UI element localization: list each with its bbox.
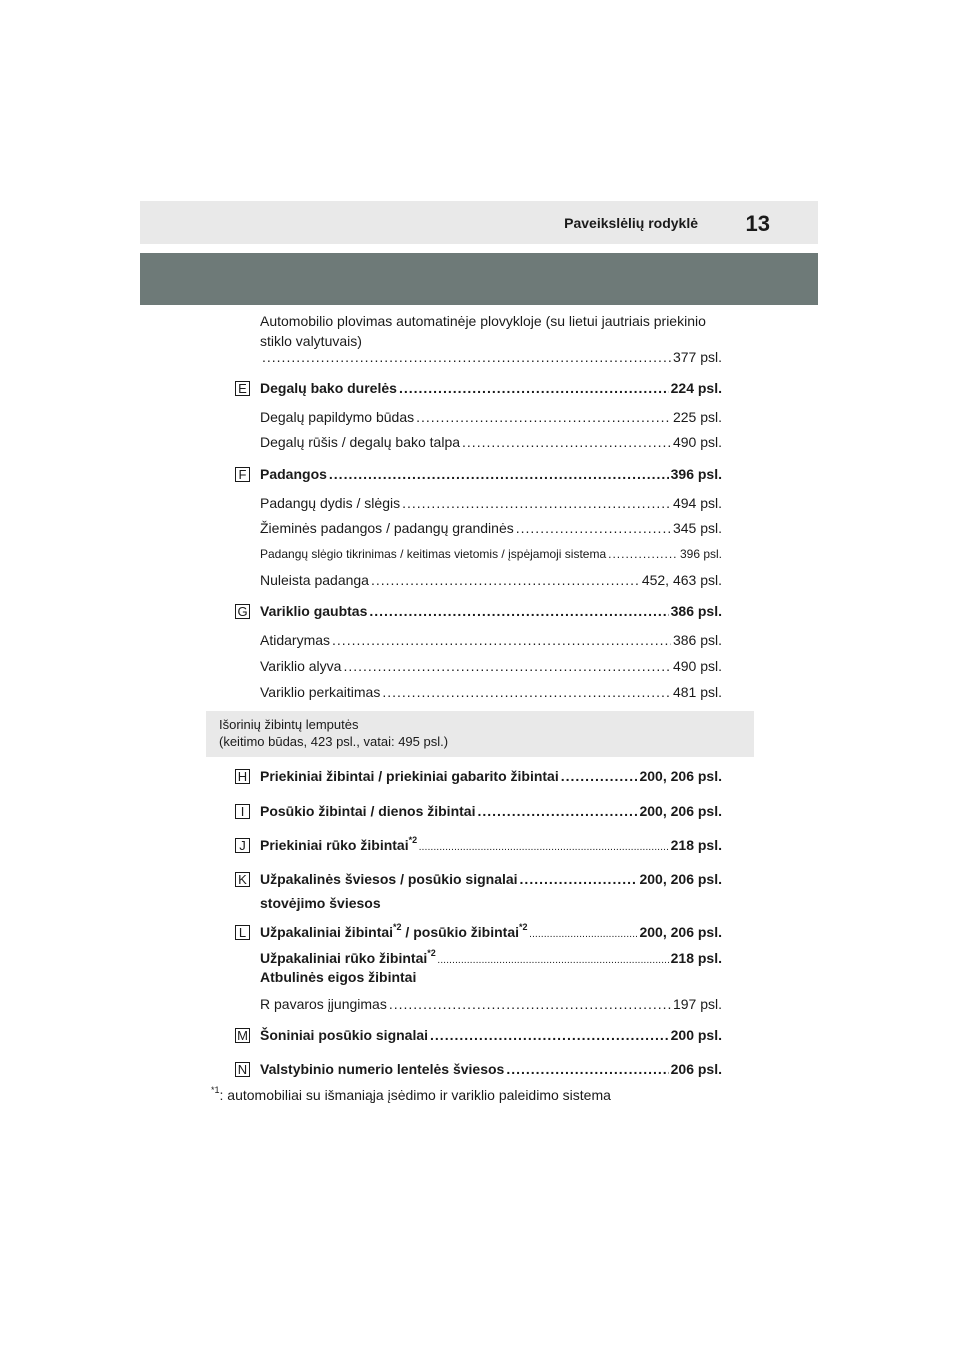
page-ref: 481 psl. bbox=[672, 684, 722, 700]
page-ref: 200, 206 psl. bbox=[639, 924, 722, 940]
leader-dots bbox=[520, 871, 638, 888]
entry-headlights[interactable] bbox=[260, 768, 722, 785]
entry-label: Degalų rūšis / degalų bako talpa bbox=[260, 434, 461, 450]
page-ref: 197 psl. bbox=[672, 996, 722, 1012]
leader-dots bbox=[608, 546, 678, 563]
entry-flat-tire[interactable] bbox=[260, 572, 722, 589]
page-ref: 396 psl. bbox=[679, 547, 722, 561]
leader-dots bbox=[402, 495, 671, 512]
entry-label: Variklio gaubtas bbox=[260, 603, 368, 619]
entry-label bbox=[260, 924, 528, 941]
entry-plate-lights[interactable] bbox=[260, 1061, 722, 1078]
leader-dots bbox=[399, 380, 669, 397]
entry-label: Variklio alyva bbox=[260, 658, 342, 674]
letter-marker-m: M bbox=[235, 1028, 250, 1043]
leader-dots bbox=[462, 434, 671, 451]
entry-tire-size[interactable] bbox=[260, 495, 722, 512]
info-line2: (keitimo būdas, 423 psl., vatai: 495 psl.) bbox=[219, 734, 449, 749]
letter-marker-j: J bbox=[235, 838, 250, 853]
footnote-text: : automobiliai su išmaniąja įsėdimo ir variklio paleidimo sistema bbox=[219, 1087, 611, 1103]
page-number: 13 bbox=[745, 211, 770, 236]
entry-turn-lights[interactable] bbox=[260, 803, 722, 820]
page-ref: 377 psl. bbox=[672, 349, 722, 365]
letter-marker-h: H bbox=[235, 769, 250, 784]
leader-dots bbox=[369, 603, 668, 620]
page-ref: 396 psl. bbox=[670, 466, 722, 482]
page-ref: 490 psl. bbox=[672, 434, 722, 450]
entry-fuel-type[interactable] bbox=[260, 434, 722, 451]
bulbs-info-box bbox=[206, 711, 754, 757]
letter-marker-i: I bbox=[235, 804, 250, 819]
letter-marker-n: N bbox=[235, 1062, 250, 1077]
entry-reverse-gear[interactable] bbox=[260, 996, 722, 1013]
leader-dots bbox=[419, 840, 669, 857]
leader-dots bbox=[262, 349, 671, 366]
entry-tires[interactable] bbox=[260, 466, 722, 483]
leader-dots bbox=[343, 658, 671, 675]
entry-overheating[interactable] bbox=[260, 684, 722, 701]
entry-label: Nuleista padanga bbox=[260, 572, 369, 588]
entry-opening[interactable] bbox=[260, 632, 722, 649]
entry-fuel-door[interactable] bbox=[260, 380, 722, 397]
footnote-ref: *2 bbox=[519, 922, 528, 933]
entry-label: Atidarymas bbox=[260, 632, 331, 648]
page-ref: 200, 206 psl. bbox=[639, 768, 722, 784]
entry-tire-pressure-check[interactable] bbox=[260, 546, 722, 563]
leader-dots bbox=[561, 768, 638, 785]
letter-marker-g: G bbox=[235, 604, 250, 619]
page-ref: 218 psl. bbox=[670, 950, 722, 966]
page-ref: 206 psl. bbox=[670, 1061, 722, 1077]
page-ref: 490 psl. bbox=[672, 658, 722, 674]
label-text: Užpakaliniai rūko žibintai bbox=[260, 950, 428, 966]
info-line1: Išorinių žibintų lemputės bbox=[219, 717, 359, 732]
leader-dots bbox=[329, 466, 669, 483]
leader-dots bbox=[516, 520, 671, 537]
entry-side-turn-signals[interactable] bbox=[260, 1027, 722, 1044]
entry-winter-tires[interactable] bbox=[260, 520, 722, 537]
leader-dots bbox=[430, 1027, 669, 1044]
entry-reverse-lights: Atbulinės eigos žibintai bbox=[260, 969, 417, 985]
entry-engine-oil[interactable] bbox=[260, 658, 722, 675]
letter-marker-k: K bbox=[235, 872, 250, 887]
page-ref: 218 psl. bbox=[670, 837, 722, 853]
entry-label: Užpakalinės šviesos / posūkio signalai bbox=[260, 871, 518, 887]
label-text: Priekiniai rūko žibintai bbox=[260, 837, 409, 853]
entry-label: Degalų papildymo būdas bbox=[260, 409, 415, 425]
entry-hood[interactable] bbox=[260, 603, 722, 620]
entry-label: Padangų slėgio tikrinimas / keitimas vietomis / įspėjamoji sistema bbox=[260, 547, 607, 561]
page-ref: 225 psl. bbox=[672, 409, 722, 425]
leader-dots bbox=[477, 803, 637, 820]
footnote-ref: *2 bbox=[427, 948, 436, 959]
entry-label bbox=[260, 950, 436, 967]
leader-dots bbox=[332, 632, 671, 649]
page-ref: 200 psl. bbox=[670, 1027, 722, 1043]
page-ref: 200, 206 psl. bbox=[639, 803, 722, 819]
page-ref: 386 psl. bbox=[672, 632, 722, 648]
letter-marker-e: E bbox=[235, 381, 250, 396]
footnote-mark: *1 bbox=[211, 1085, 220, 1096]
car-wash-entry[interactable] bbox=[260, 349, 722, 366]
entry-tail-lights[interactable] bbox=[260, 924, 722, 944]
entry-label: Padangos bbox=[260, 466, 327, 482]
letter-marker-l: L bbox=[235, 925, 250, 940]
leader-dots bbox=[506, 1061, 668, 1078]
label-text: / posūkio žibintai bbox=[401, 924, 519, 940]
entry-label: R pavaros įjungimas bbox=[260, 996, 387, 1012]
car-wash-line1: Automobilio plovimas automatinėje plovykloje (su lietui jautriais priekinio bbox=[260, 313, 706, 329]
entry-label: Degalų bako durelės bbox=[260, 380, 397, 396]
letter-marker-f: F bbox=[235, 467, 250, 482]
entry-label: Variklio perkaitimas bbox=[260, 684, 381, 700]
entry-rear-lights[interactable] bbox=[260, 871, 722, 888]
page-ref: 200, 206 psl. bbox=[639, 871, 722, 887]
footnote-ref: *2 bbox=[408, 835, 418, 846]
header-title: Paveikslėlių rodyklė bbox=[564, 215, 698, 231]
entry-label: Valstybinio numerio lentelės šviesos bbox=[260, 1061, 505, 1077]
leader-dots bbox=[389, 996, 671, 1013]
entry-label: Posūkio žibintai / dienos žibintai bbox=[260, 803, 476, 819]
entry-label bbox=[260, 837, 417, 854]
entry-refuel-method[interactable] bbox=[260, 409, 722, 426]
entry-label: Žieminės padangos / padangų grandinės bbox=[260, 520, 514, 536]
page-ref: 345 psl. bbox=[672, 520, 722, 536]
footnote bbox=[211, 1087, 611, 1104]
entry-front-fog[interactable] bbox=[260, 837, 722, 857]
leader-dots bbox=[416, 409, 671, 426]
entry-label: Padangų dydis / slėgis bbox=[260, 495, 401, 511]
leader-dots bbox=[371, 572, 640, 589]
leader-dots bbox=[382, 684, 671, 701]
section-band bbox=[140, 253, 818, 305]
page-ref: 386 psl. bbox=[670, 603, 722, 619]
label-text: Užpakaliniai žibintai bbox=[260, 924, 394, 940]
leader-dots bbox=[530, 927, 638, 944]
footnote-ref: *2 bbox=[393, 922, 402, 933]
page-ref: 452, 463 psl. bbox=[641, 572, 722, 588]
entry-label: Šoniniai posūkio signalai bbox=[260, 1027, 429, 1043]
entry-parking-lights: stovėjimo šviesos bbox=[260, 895, 381, 911]
page-header bbox=[140, 201, 818, 244]
entry-label: Priekiniai žibintai / priekiniai gabarito žibintai bbox=[260, 768, 559, 784]
page-ref: 494 psl. bbox=[672, 495, 722, 511]
car-wash-line2: stiklo valytuvais) bbox=[260, 333, 362, 349]
page-ref: 224 psl. bbox=[670, 380, 722, 396]
